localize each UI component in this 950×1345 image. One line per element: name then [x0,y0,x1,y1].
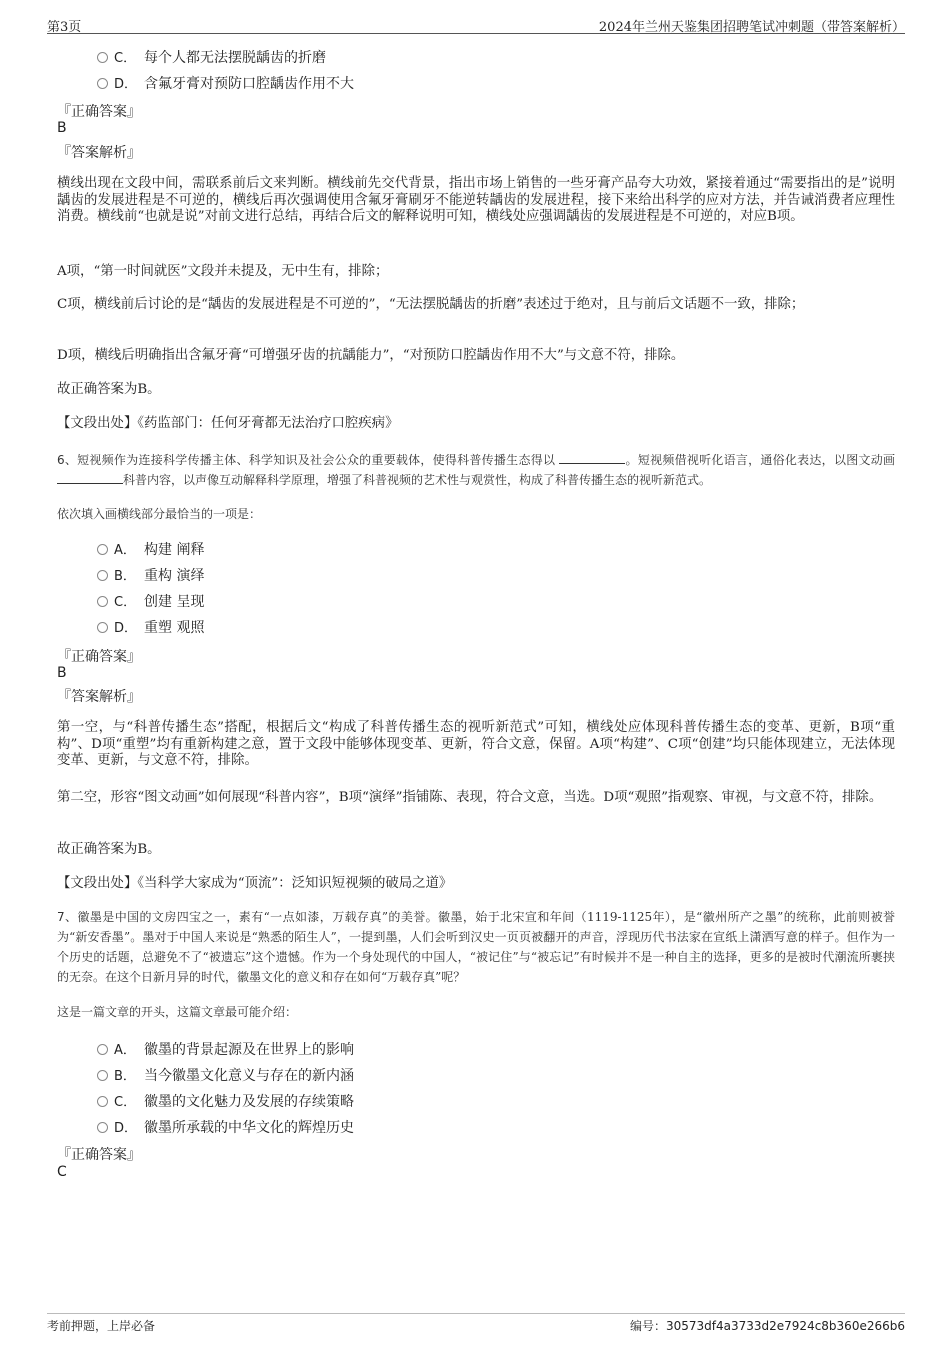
q7-answer: C [57,1164,67,1180]
q5-analysis-conclusion: 故正确答案为B。 [57,382,161,397]
document-code: 编号：30573df4a3733d2e7924c8b360e266b6 [629,1319,905,1333]
q5-option-d[interactable]: D． 含氟牙膏对预防口腔龋齿作用不大 [97,73,354,93]
q6-analysis-para-1: 第一空，与“科普传播生态”搭配，根据后文“构成了科普传播生态的视听新范式”可知，横线处应体现科普传播生态的变革、更新，B项“重构”、D项“重塑”均有重新构建之意，置于文段中能够体现变革、更新，符合文意，保留。A项“构建”、C项“创建”均只能体现建立，无法体现变革、更新，与文意不符，排除。 [57,720,895,768]
q6-option-a[interactable]: A． 构建 阐释 [97,539,204,559]
q7-prompt: 这是一篇文章的开头，这篇文章最可能介绍： [57,1005,298,1019]
radio-icon[interactable] [97,596,108,607]
radio-icon[interactable] [97,544,108,555]
q5-analysis-para-1: 横线出现在文段中间，需联系前后文来判断。横线前先交代背景，指出市场上销售的一些牙膏产品夸大功效，紧接着通过“需要指出的是”说明龋齿的发展进程是不可逆的，横线后再次强调使用含氟牙膏刷牙不能逆转龋齿的发展进程，接下来给出科学的应对方法，并告诫消费者应理性消费。横线前“也就是说”对前文进行总结，再结合后文的解释说明可知，横线处应强调龋齿的发展进程是不可逆的，对应B项。 [57,176,895,224]
radio-icon[interactable] [97,570,108,581]
q6-option-b[interactable]: B． 重构 演绎 [97,565,204,585]
page-number: 第3页 [47,20,82,35]
q6-correct-label: 『正确答案』 [57,649,141,665]
radio-icon[interactable] [97,52,108,63]
q6-option-d[interactable]: D． 重塑 观照 [97,617,204,637]
radio-icon[interactable] [97,1122,108,1133]
q5-option-c[interactable]: C． 每个人都无法摆脱龋齿的折磨 [97,47,326,67]
page-footer [47,1313,905,1337]
q6-option-c[interactable]: C． 创建 呈现 [97,591,204,611]
radio-icon[interactable] [97,78,108,89]
q6-stem: 6、短视频作为连接科学传播主体、科学知识及社会公众的重要载体，使得科普传播生态得以 。短视频借视听化语言，通俗化表达，以图文动画科普内容，以声像互动解释科学原理，增强了科普视频的艺术性与观赏性，构成了科普传播生态的视听新范式。 [57,453,895,487]
fill-blank-2[interactable] [57,472,123,484]
radio-icon[interactable] [97,1044,108,1055]
page-header [47,14,905,34]
q7-stem: 7、徽墨是中国的文房四宝之一，素有“一点如漆，万载存真”的美誉。徽墨，始于北宋宣和年间（1119-1125年），是“徽州所产之墨”的统称，此前则被誉为“新安香墨”。墨对于中国人来说是“熟悉的陌生人”，一提到墨，人们会听到汉史一页页被翻开的声音，浮现历代书法家在宣纸上潇洒写意的样子。但作为一个历史的话题，总避免不了“被遗忘”这个遗憾。作为一个身处现代的中国人，“被记住”与“被忘记”有时候并不是一种自主的选择，更多的是被时代潮流所裹挟的无奈。在这个日新月异的时代，徽墨文化的意义和存在如何“万载存真”呢？ [57,910,895,984]
fill-blank-1[interactable] [559,452,625,464]
q6-source: 【文段出处】《当科学大家成为“顶流”：泛知识短视频的破局之道》 [57,876,453,891]
q6-analysis-para-2: 第二空，形容“图文动画”如何展现“科普内容”，B项“演绎”指铺陈、表现，符合文意，当选。D项“观照”指观察、审视，与文意不符，排除。 [57,790,883,805]
q5-analysis-para-4: D项，横线后明确指出含氟牙膏“可增强牙齿的抗龋能力”，“对预防口腔龋齿作用不大”与文意不符，排除。 [57,348,685,363]
q5-answer: B [57,120,67,136]
q7-option-a[interactable]: A． 徽墨的背景起源及在世界上的影响 [97,1039,354,1059]
radio-icon[interactable] [97,1096,108,1107]
q6-analysis-label: 『答案解析』 [57,689,141,705]
q5-analysis-para-2: A项，“第一时间就医”文段并未提及，无中生有，排除； [57,264,389,279]
q5-analysis-label: 『答案解析』 [57,145,141,161]
radio-icon[interactable] [97,1070,108,1081]
q7-option-b[interactable]: B． 当今徽墨文化意义与存在的新内涵 [97,1065,354,1085]
q7-option-d[interactable]: D． 徽墨所承载的中华文化的辉煌历史 [97,1117,354,1137]
q6-analysis-conclusion: 故正确答案为B。 [57,842,161,857]
q5-source: 【文段出处】《药监部门：任何牙膏都无法治疗口腔疾病》 [57,416,399,431]
q6-prompt: 依次填入画横线部分最恰当的一项是： [57,507,262,521]
radio-icon[interactable] [97,622,108,633]
q6-answer: B [57,665,67,681]
footer-slogan: 考前押题，上岸必备 [47,1319,156,1333]
document-title: 2024年兰州天鉴集团招聘笔试冲刺题（带答案解析） [598,20,905,35]
q7-correct-label: 『正确答案』 [57,1147,141,1163]
q5-analysis-para-3: C项，横线前后讨论的是“龋齿的发展进程是不可逆的”，“无法摆脱龋齿的折磨”表述过于绝对，且与前后文话题不一致，排除； [57,297,805,312]
q7-option-c[interactable]: C． 徽墨的文化魅力及发展的存续策略 [97,1091,354,1111]
q5-correct-label: 『正确答案』 [57,104,141,120]
